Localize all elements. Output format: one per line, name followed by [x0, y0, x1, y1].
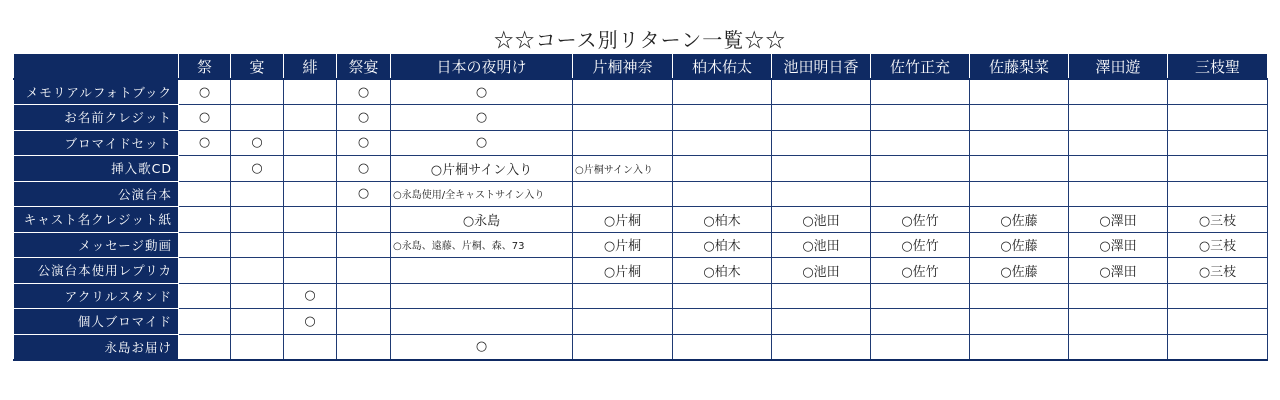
table-cell [772, 130, 871, 156]
table-cell [391, 309, 573, 335]
table-cell [231, 105, 284, 131]
table-cell: ○澤田 [1069, 207, 1168, 233]
table-cell [231, 232, 284, 258]
table-cell: ○三枝 [1168, 207, 1268, 233]
table-cell [1069, 283, 1168, 309]
table-cell [772, 181, 871, 207]
table-cell [284, 130, 337, 156]
table-row [14, 283, 1268, 309]
returns-table [13, 53, 1268, 361]
table-cell [772, 79, 871, 105]
table-cell: ○ [179, 105, 231, 131]
table-cell [673, 181, 772, 207]
table-cell: ○永島 [391, 207, 573, 233]
table-cell: ○ [337, 79, 391, 105]
table-cell: ○ [231, 156, 284, 182]
table-cell [1168, 79, 1268, 105]
table-cell: ○ [391, 105, 573, 131]
table-cell: ○三枝 [1168, 232, 1268, 258]
row-label: 個人ブロマイド [14, 309, 179, 335]
row-label: キャスト名クレジット紙 [14, 207, 179, 233]
table-cell [772, 156, 871, 182]
table-cell [970, 181, 1069, 207]
table-cell: ○ [284, 309, 337, 335]
table-cell: ○ [337, 130, 391, 156]
table-cell [231, 181, 284, 207]
table-cell: ○佐竹 [871, 232, 970, 258]
table-cell [1168, 105, 1268, 131]
table-cell [179, 283, 231, 309]
table-cell: ○佐藤 [970, 258, 1069, 284]
table-cell: ○ [391, 130, 573, 156]
table-row [14, 156, 1268, 182]
table-cell [179, 156, 231, 182]
column-header: 柏木佑太 [673, 54, 772, 80]
table-cell [970, 156, 1069, 182]
table-cell: ○佐竹 [871, 258, 970, 284]
table-cell [673, 283, 772, 309]
table-cell [231, 283, 284, 309]
table-cell [772, 283, 871, 309]
column-header: 片桐神奈 [573, 54, 673, 80]
table-cell: ○ [337, 181, 391, 207]
table-cell [673, 334, 772, 360]
table-cell [871, 334, 970, 360]
table-cell [231, 258, 284, 284]
column-header: 緋 [284, 54, 337, 80]
table-cell [673, 309, 772, 335]
table-cell: ○池田 [772, 232, 871, 258]
table-cell: ○ [284, 283, 337, 309]
table-cell [284, 232, 337, 258]
table-cell [573, 79, 673, 105]
table-cell [231, 207, 284, 233]
table-cell [284, 79, 337, 105]
table-cell [573, 181, 673, 207]
table-cell [284, 156, 337, 182]
table-row [14, 232, 1268, 258]
table-cell [284, 181, 337, 207]
table-cell [970, 79, 1069, 105]
table-cell [284, 258, 337, 284]
table-cell [871, 283, 970, 309]
row-label: 公演台本 [14, 181, 179, 207]
table-cell [772, 105, 871, 131]
table-body [14, 79, 1268, 360]
table-cell: ○佐藤 [970, 232, 1069, 258]
table-cell: ○佐竹 [871, 207, 970, 233]
table-cell [1069, 130, 1168, 156]
table-cell: ○池田 [772, 258, 871, 284]
header-corner [14, 54, 179, 80]
table-cell [1168, 130, 1268, 156]
table-cell [284, 334, 337, 360]
table-cell [337, 258, 391, 284]
table-cell: ○ [337, 156, 391, 182]
table-cell [871, 309, 970, 335]
table-cell: ○ [337, 105, 391, 131]
table-cell [284, 105, 337, 131]
table-cell [772, 309, 871, 335]
column-header: 日本の夜明け [391, 54, 573, 80]
table-cell [970, 334, 1069, 360]
column-header: 佐竹正充 [871, 54, 970, 80]
table-cell: ○ [179, 130, 231, 156]
table-cell [1069, 181, 1168, 207]
column-header: 澤田遊 [1069, 54, 1168, 80]
table-cell [573, 283, 673, 309]
table-cell [573, 309, 673, 335]
table-cell: ○片桐 [573, 232, 673, 258]
table-cell [231, 334, 284, 360]
table-cell [231, 309, 284, 335]
row-label: メモリアルフォトブック [14, 79, 179, 105]
table-cell [871, 181, 970, 207]
column-header: 祭 [179, 54, 231, 80]
table-cell: ○ [391, 79, 573, 105]
table-row [14, 258, 1268, 284]
table-cell: ○永島使用/全キャストサイン入り [391, 181, 573, 207]
table-row [14, 181, 1268, 207]
table-cell [179, 309, 231, 335]
table-cell: ○柏木 [673, 232, 772, 258]
table-row [14, 207, 1268, 233]
table-row [14, 334, 1268, 360]
table-cell [231, 79, 284, 105]
table-cell [772, 334, 871, 360]
table-cell [970, 130, 1069, 156]
table-cell [1069, 309, 1168, 335]
table-cell [337, 283, 391, 309]
table-cell [391, 283, 573, 309]
table-cell: ○ [391, 334, 573, 360]
table-row [14, 130, 1268, 156]
table-cell [1168, 181, 1268, 207]
table-cell [179, 258, 231, 284]
table-cell [673, 130, 772, 156]
row-label: お名前クレジット [14, 105, 179, 131]
table-cell: ○ [179, 79, 231, 105]
table-cell [673, 105, 772, 131]
table-cell [573, 334, 673, 360]
column-header: 祭宴 [337, 54, 391, 80]
table-cell: ○澤田 [1069, 258, 1168, 284]
table-cell [673, 156, 772, 182]
table-cell [1069, 79, 1168, 105]
table-row [14, 309, 1268, 335]
table-cell [970, 283, 1069, 309]
table-cell [337, 207, 391, 233]
row-label: 永島お届け [14, 334, 179, 360]
table-cell [573, 105, 673, 131]
table-cell [1168, 309, 1268, 335]
row-label: アクリルスタンド [14, 283, 179, 309]
table-cell [673, 79, 772, 105]
table-cell [391, 258, 573, 284]
row-label: 挿入歌CD [14, 156, 179, 182]
table-cell: ○佐藤 [970, 207, 1069, 233]
table-cell [1168, 156, 1268, 182]
table-cell: ○永島、遠藤、片桐、森、73 [391, 232, 573, 258]
row-label: ブロマイドセット [14, 130, 179, 156]
table-cell: ○片桐 [573, 207, 673, 233]
table-cell: ○池田 [772, 207, 871, 233]
table-cell [337, 232, 391, 258]
table-cell [284, 207, 337, 233]
table-cell: ○柏木 [673, 258, 772, 284]
page-title: ☆☆コース別リターン一覧☆☆ [493, 28, 787, 52]
table-cell: ○三枝 [1168, 258, 1268, 284]
header-row [14, 54, 1268, 80]
table-cell [871, 156, 970, 182]
column-header: 三枝聖 [1168, 54, 1268, 80]
table-cell [179, 334, 231, 360]
table-cell [573, 130, 673, 156]
table-row [14, 105, 1268, 131]
column-header: 池田明日香 [772, 54, 871, 80]
table-cell [179, 232, 231, 258]
table-cell [1069, 156, 1168, 182]
table-cell [871, 105, 970, 131]
table-cell: ○片桐サイン入り [573, 156, 673, 182]
column-header: 宴 [231, 54, 284, 80]
table-cell [871, 130, 970, 156]
table-cell: ○片桐サイン入り [391, 156, 573, 182]
table-cell [179, 207, 231, 233]
table-cell [179, 181, 231, 207]
table-cell [871, 79, 970, 105]
table-cell [970, 309, 1069, 335]
table-cell: ○ [231, 130, 284, 156]
table-cell [1168, 283, 1268, 309]
table-cell [337, 309, 391, 335]
table-cell [337, 334, 391, 360]
table-cell: ○片桐 [573, 258, 673, 284]
row-label: メッセージ動画 [14, 232, 179, 258]
table-cell [970, 105, 1069, 131]
table-cell [1069, 105, 1168, 131]
row-label: 公演台本使用レプリカ [14, 258, 179, 284]
table-cell: ○澤田 [1069, 232, 1168, 258]
table-row [14, 79, 1268, 105]
table-cell: ○柏木 [673, 207, 772, 233]
table-cell [1069, 334, 1168, 360]
table-cell [1168, 334, 1268, 360]
column-header: 佐藤梨菜 [970, 54, 1069, 80]
